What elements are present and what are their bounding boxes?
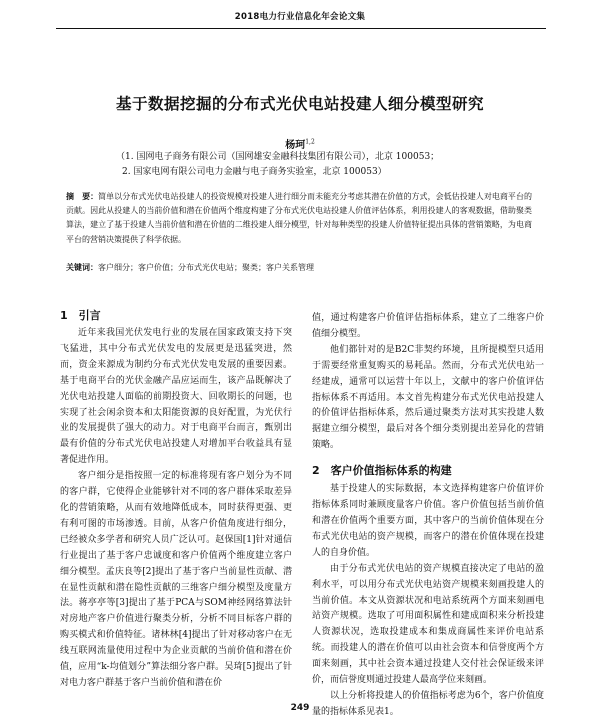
running-header: 2018电力行业信息化年会论文集 (234, 12, 366, 22)
body-paragraph: 他们都针对的是B2C非契约环境，且所提模型只适用于需要经常重复购买的易耗品。然而，分布式光伏电站一经建成，通常可以运营十年以上，文献中的客户价值评估指标体系不再适用。本文首先构建分布式光伏电站投建人的价值评估指标体系，然后通过聚类方法对其实投建人数据建立细分模型，最后对各个细分类别提出差异化的营销策略。 (312, 344, 544, 451)
abstract (66, 190, 532, 247)
abstract-label: 摘 要： (66, 192, 99, 201)
body-paragraph: 近年来我国光伏发电行业的发展在国家政策支持下突飞猛进，其中分布式光伏发电的发展更是迅猛突进，然而，资金来源成为制约分布式光伏发电发展的重要因素。基于电商平台的光伏金融产品应运而生，该产品既解决了光伏电站投建人面临的前期投资大、回收期长的问题，也实现了社会闲余资本和太阳能资源的良好配置，为光伏行业的发展提供了强大的动力。对于电商平台而言，甄别出最有价值的分布式光伏电站投建人对增加平台收益具有显著促进作用。 (60, 328, 292, 466)
affiliation-2: 2. 国家电网有限公司电力金融与电子商务实验室，北京 100053） (122, 167, 387, 177)
author-name: 杨珂 (285, 140, 306, 151)
keywords-text: 客户细分；客户价值；分布式光伏电站；聚类；客户关系管理 (98, 263, 314, 272)
body-paragraph: 以上分析将投建人的价值指标考虑为6个，客户价值度量的指标体系见表1。 (312, 690, 544, 717)
section-heading-introduction: 1 引言 (60, 309, 101, 322)
body-paragraph: 客户细分是指按照一定的标准将现有客户划分为不同的客户群，它使得企业能够针对不同的客户群体采取差异化的营销策略，从而有效地降低成本，同时获得更强、更有利可图的市场渗透。目前，从客户价值角度进行细分，已经被众多学者和研究人员广泛认可。赵保国[1]针对通信行业提出了基于客户忠诚度和客户价值两个维度建立客户细分模型。孟庆良等[2]提出了基于客户当前显性贡献、潜在显性贡献和潜在隐性贡献的三维客户细分模型及度量方法。蒋亭亭等[3]提出了基于PCA与SOM神经网络算法针对房地产客户价值进行聚类分析，分析不同目标客户群的购买模式和价值特征。诸林林[4]提出了针对移动客户在无线互联网流量使用过程中为企业贡献的当前价值和潜在价值，应用“k-均值划分”算法细分客户群。吴琦[5]提出了针对电力客户群基于客户当前价值和潜在价 (60, 471, 292, 688)
body-paragraph: 基于投建人的实际数据，本文选择构建客户价值评价指标体系同时兼顾度量客户价值。客户价值包括当前价值和潜在价值两个重要方面，其中客户的当前价值体现在分布式光伏电站的资产规模，而客户的潜在价值体现在投建人的自身价值。 (312, 484, 544, 558)
affiliation-1: （1. 国网电子商务有限公司（国网雄安金融科技集团有限公司），北京 100053； (116, 152, 440, 162)
paper-title: 基于数据挖掘的分布式光伏电站投建人细分模型研究 (115, 95, 484, 113)
author-affiliation-marker: 1,2 (305, 138, 315, 146)
abstract-text: 简单以分布式光伏电站投建人的投资规模对投建人进行细分而未能充分考虑其潜在价值的方式，会低估投建人对电商平台的贡献。因此从投建人的当前价值和潜在价值两个维度构建了分布式光伏电站投建人价值评估体系，利用投建人的客观数据，借助聚类算法，建立了基于投建人当前价值和潜在价值的二维投建人细分模型，针对每种类型的投建人价值特征提出具体的营销策略，为电商平台的营销决策提供了科学依据。 (66, 192, 532, 244)
body-paragraph: 值，通过构建客户价值评估指标体系，建立了二维客户价值细分模型。 (312, 313, 544, 339)
author-line (0, 136, 600, 151)
section-heading-indicator-system: 2 客户价值指标体系的构建 (312, 464, 452, 478)
keywords (66, 261, 532, 275)
left-column (60, 309, 292, 692)
header-rule (56, 28, 546, 29)
keywords-label: 关键词： (66, 263, 98, 272)
body-paragraph: 由于分布式光伏电站的资产规模直接决定了电站的盈利水平，可以用分布式光伏电站资产规模来刻画投建人的当前价值。本文从资源状况和电站系统两个方面来刻画电站资产规模。选取了可用面积属性和建成面积来分析投建人资源状况，选取投建成本和集成商属性来评价电站系统。而投建人的潜在价值可以由社会资本和信誉度两个方面来刻画，其中社会资本通过投建人交付社会保证级来评价，而信誉度则通过投建人最高学位来刻画。 (312, 563, 544, 686)
right-column (312, 311, 544, 721)
page-number: 249 (290, 703, 310, 713)
